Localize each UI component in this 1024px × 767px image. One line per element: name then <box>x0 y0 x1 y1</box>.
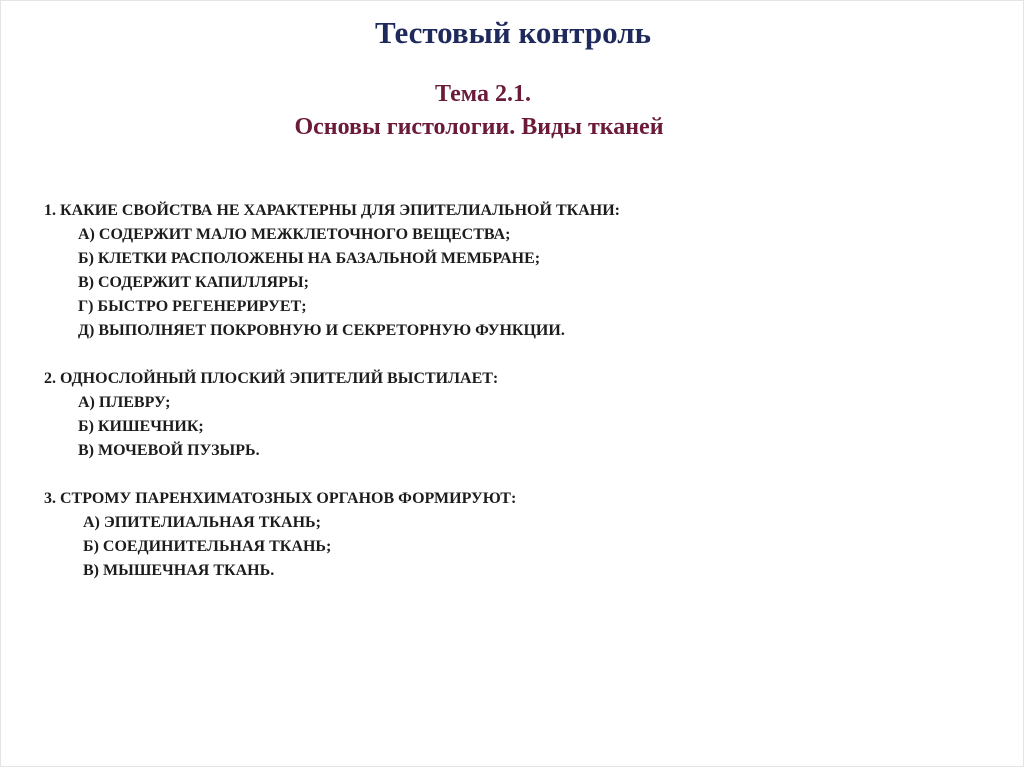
question-text: 1. КАКИЕ СВОЙСТВА НЕ ХАРАКТЕРНЫ ДЛЯ ЭПИТЕЛИАЛЬНОЙ ТКАНИ: <box>44 202 620 219</box>
question-1 <box>44 199 620 343</box>
answer-option-d: Г) БЫСТРО РЕГЕНЕРИРУЕТ; <box>78 298 307 315</box>
answer-option-b: Б) КЛЕТКИ РАСПОЛОЖЕНЫ НА БАЗАЛЬНОЙ МЕМБРАНЕ; <box>78 250 541 267</box>
answer-option-c: В) МЫШЕЧНАЯ ТКАНЬ. <box>83 562 275 579</box>
answer-option-b: Б) КИШЕЧНИК; <box>78 418 204 435</box>
topic-number: Тема 2.1. <box>435 81 531 107</box>
topic-name: Основы гистологии. Виды тканей <box>294 114 664 140</box>
answer-option-a: А) ЭПИТЕЛИАЛЬНАЯ ТКАНЬ; <box>83 514 321 531</box>
answer-option-a: А) ПЛЕВРУ; <box>78 394 171 411</box>
answer-option-a: А) СОДЕРЖИТ МАЛО МЕЖКЛЕТОЧНОГО ВЕЩЕСТВА; <box>78 226 511 243</box>
question-text: 2. ОДНОСЛОЙНЫЙ ПЛОСКИЙ ЭПИТЕЛИЙ ВЫСТИЛАЕТ: <box>44 370 499 387</box>
question-3 <box>44 487 516 583</box>
question-2 <box>44 367 498 463</box>
slide-title: Тестовый контроль <box>374 15 652 50</box>
answer-option-e: Д) ВЫПОЛНЯЕТ ПОКРОВНУЮ И СЕКРЕТОРНУЮ ФУНКЦИИ. <box>78 322 565 339</box>
answer-option-c: В) МОЧЕВОЙ ПУЗЫРЬ. <box>78 442 260 459</box>
answer-option-b: Б) СОЕДИНИТЕЛЬНАЯ ТКАНЬ; <box>83 538 332 555</box>
answer-option-c: В) СОДЕРЖИТ КАПИЛЛЯРЫ; <box>78 274 309 291</box>
question-text: 3. СТРОМУ ПАРЕНХИМАТОЗНЫХ ОРГАНОВ ФОРМИРУЮТ: <box>44 490 517 507</box>
